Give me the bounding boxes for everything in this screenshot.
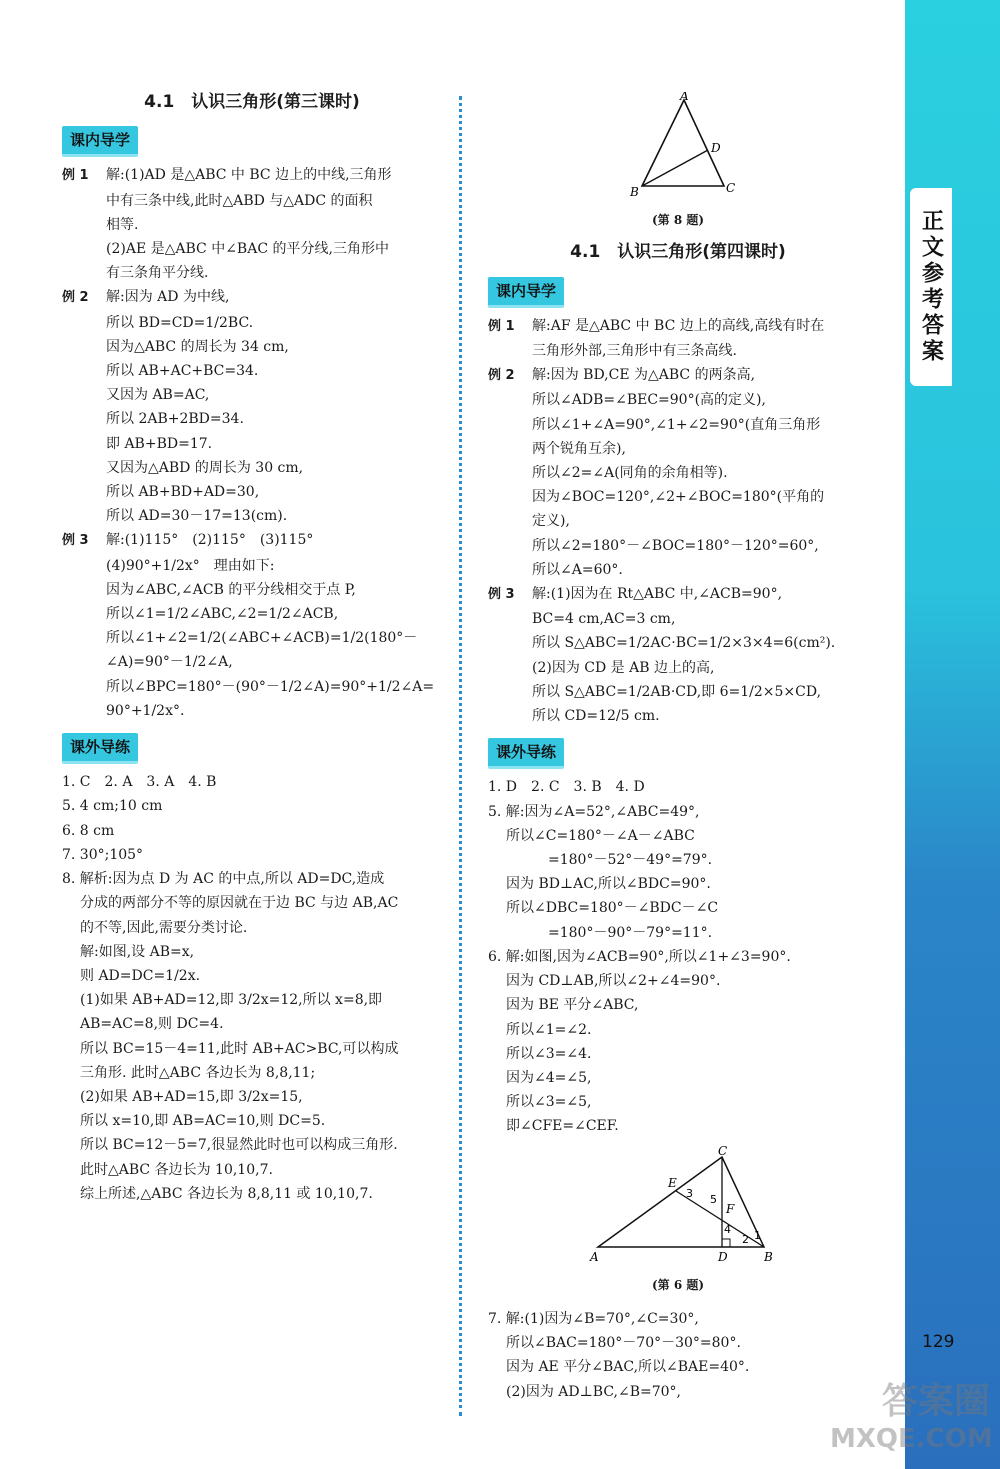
figure-8-caption: (第 8 题) — [651, 213, 705, 228]
figure-6-caption: (第 6 题) — [651, 1277, 705, 1292]
answer-line: 7. 30°;105° — [62, 846, 144, 863]
text-line: 所以∠2=∠A(同角的余角相等). — [532, 465, 728, 482]
text-line: 因为∠ABC,∠ACB 的平分线相交于点 P, — [106, 581, 356, 598]
text-line: 所以∠1+∠A=90°,∠1+∠2=90°(直角三角形 — [532, 416, 821, 433]
text-line: 中有三条中线,此时△ABD 与△ADC 的面积 — [106, 192, 373, 209]
badge-inner-guide: 课内导学 — [62, 126, 138, 157]
text-line: 所以∠3=∠5, — [506, 1094, 592, 1111]
label-B: B — [764, 1249, 773, 1264]
text-line: 所以∠C=180°－∠A－∠ABC — [506, 827, 695, 844]
badge-inner-guide: 课内导学 — [488, 277, 564, 308]
text-line: 解:如图,设 AB=x, — [80, 943, 195, 960]
text-line: =180°－52°－49°=79°. — [548, 852, 713, 869]
watermark-line-1: 答案圈 — [881, 1381, 990, 1422]
watermark — [830, 1380, 993, 1460]
label-D: D — [718, 1249, 728, 1264]
text-line: 所以 S△ABC=1/2AC·BC=1/2×3×4=6(cm²). — [532, 635, 836, 652]
text-line: =180°－90°－79°=11°. — [548, 924, 713, 941]
right-column — [488, 92, 868, 1404]
text-line: 所以 AB+AC+BC=34. — [106, 363, 259, 380]
text-line: 综上所述,△ABC 各边长为 8,8,11 或 10,10,7. — [80, 1185, 373, 1202]
text-line: 因为△ABC 的周长为 34 cm, — [106, 338, 289, 355]
example-1 — [488, 314, 868, 363]
text-line: (1)如果 AB+AD=12,即 3/2x=12,所以 x=8,即 — [80, 992, 383, 1009]
text-line: (4)90°+1/2x° 理由如下: — [106, 557, 275, 574]
text-line: 解:因为 BD,CE 为△ABC 的两条高, — [532, 367, 756, 384]
text-line: 有三条角平分线. — [106, 265, 209, 282]
text-line: 所以 x=10,即 AB=AC=10,则 DC=5. — [80, 1113, 326, 1130]
example-3 — [62, 528, 442, 723]
angle-5: 5 — [710, 1192, 717, 1206]
answer-line: 6. 8 cm — [62, 822, 115, 839]
text-line: 5. 解:因为∠A=52°,∠ABC=49°, — [488, 803, 700, 820]
text-line: ∠A)=90°－1/2∠A, — [106, 654, 233, 671]
question-5-solution — [488, 800, 868, 945]
text-line: 分成的两部分不等的原因就在于边 BC 与边 AB,AC — [80, 895, 399, 912]
text-line: 即∠CFE=∠CEF. — [506, 1118, 619, 1135]
example-2 — [62, 285, 442, 528]
text-line: 所以 BC=15－4=11,此时 AB+AC>BC,可以构成 — [80, 1040, 399, 1057]
text-line: 因为∠4=∠5, — [506, 1069, 592, 1086]
text-line: (2)因为 AD⊥BC,∠B=70°, — [506, 1383, 682, 1400]
watermark-line-2: MXQE.COM — [830, 1424, 993, 1454]
question-6-solution — [488, 945, 868, 1139]
text-line: 所以∠BPC=180°－(90°－1/2∠A)=90°+1/2∠A= — [106, 678, 435, 695]
text-line: 所以∠3=∠4. — [506, 1045, 592, 1062]
text-line: 因为 BE 平分∠ABC, — [506, 997, 639, 1014]
angle-1: 1 — [754, 1228, 761, 1242]
angle-4: 4 — [724, 1222, 731, 1236]
label-C: C — [718, 1144, 728, 1158]
text-line: 所以 BD=CD=1/2BC. — [106, 314, 254, 331]
label-F: F — [726, 1201, 735, 1216]
label-D: D — [711, 141, 721, 155]
label-C: C — [726, 181, 736, 195]
label-A: A — [680, 92, 689, 103]
text-line: 因为∠BOC=120°,∠2+∠BOC=180°(平角的 — [532, 489, 825, 506]
badge-outer-practice: 课外导练 — [62, 733, 138, 764]
answer-line: 1. C 2. A 3. A 4. B — [62, 774, 217, 791]
text-line: 相等. — [106, 216, 139, 233]
sidebar-tab: 正文参考答案 — [910, 188, 952, 386]
question-8-solution — [62, 867, 442, 1206]
text-line: 解:AF 是△ABC 中 BC 边上的高线,高线有时在 — [532, 317, 825, 334]
text-line: 因为 AE 平分∠BAC,所以∠BAE=40°. — [506, 1359, 750, 1376]
text-line: 90°+1/2x°. — [106, 702, 185, 719]
text-line: 的不等,因此,需要分类讨论. — [80, 919, 248, 936]
short-answers — [62, 770, 442, 867]
text-line: 三角形外部,三角形中有三条高线. — [532, 343, 737, 360]
text-line: 定义), — [532, 513, 570, 530]
example-1 — [62, 163, 442, 285]
text-line: 解:(1)因为在 Rt△ABC 中,∠ACB=90°, — [532, 586, 783, 603]
text-line: 所以 CD=12/5 cm. — [532, 708, 660, 725]
section-title-3: 4.1 认识三角形(第三课时) — [144, 92, 360, 112]
section-title-4: 4.1 认识三角形(第四课时) — [570, 242, 786, 263]
text-line: 所以∠A=60°. — [532, 561, 623, 578]
text-line: 即 AB+BD=17. — [106, 435, 213, 452]
text-line: 所以 AB+BD+AD=30, — [106, 484, 260, 501]
text-line: 所以 AD=30－17=13(cm). — [106, 508, 288, 525]
left-column — [62, 88, 442, 1206]
question-7-solution — [488, 1307, 868, 1404]
text-line: 因为 CD⊥AB,所以∠2+∠4=90°. — [506, 973, 721, 990]
text-line: 又因为 AB=AC, — [106, 387, 210, 404]
text-line: 所以∠1+∠2=1/2(∠ABC+∠ACB)=1/2(180°－ — [106, 630, 418, 647]
text-line: 6. 解:如图,因为∠ACB=90°,所以∠1+∠3=90°. — [488, 948, 791, 965]
text-line: 所以∠ADB=∠BEC=90°(高的定义), — [532, 392, 766, 409]
text-line: (2)如果 AB+AD=15,即 3/2x=15, — [80, 1088, 303, 1105]
text-line: 所以∠BAC=180°－70°－30°=80°. — [506, 1335, 741, 1352]
angle-3: 3 — [686, 1186, 693, 1200]
example-label: 例 2 — [488, 368, 515, 384]
example-3 — [488, 582, 868, 728]
text-line: 所以∠DBC=180°－∠BDC－∠C — [506, 900, 719, 917]
triangle-figure-6 — [578, 1145, 778, 1265]
page-number: 129 — [922, 1332, 955, 1352]
text-line: 解:因为 AD 为中线, — [106, 289, 230, 306]
triangle-figure-8 — [608, 92, 748, 200]
text-line: 则 AD=DC=1/2x. — [80, 967, 201, 984]
text-line: AB=AC=8,则 DC=4. — [80, 1016, 224, 1033]
column-divider — [459, 96, 462, 1416]
angle-2: 2 — [742, 1232, 749, 1246]
example-label: 例 3 — [62, 533, 89, 549]
text-line: 8. 解析:因为点 D 为 AC 的中点,所以 AD=DC,造成 — [62, 871, 385, 888]
text-line: BC=4 cm,AC=3 cm, — [532, 611, 676, 628]
text-line: 7. 解:(1)因为∠B=70°,∠C=30°, — [488, 1310, 699, 1327]
label-A: A — [590, 1249, 599, 1264]
text-line: 两个锐角互余), — [532, 440, 626, 457]
example-label: 例 1 — [488, 318, 515, 334]
text-line: 解:(1)AD 是△ABC 中 BC 边上的中线,三角形 — [106, 167, 392, 184]
badge-outer-practice: 课外导练 — [488, 738, 564, 769]
text-line: 所以∠1=∠2. — [506, 1021, 592, 1038]
text-line: (2)因为 CD 是 AB 边上的高, — [532, 659, 715, 676]
example-label: 例 3 — [488, 587, 515, 603]
figure-8 — [488, 92, 868, 232]
text-line: 因为 BD⊥AC,所以∠BDC=90°. — [506, 876, 711, 893]
figure-6 — [488, 1145, 868, 1297]
text-line: 三角形. 此时△ABC 各边长为 8,8,11; — [80, 1064, 316, 1081]
example-label: 例 1 — [62, 168, 89, 184]
text-line: 所以∠1=1/2∠ABC,∠2=1/2∠ACB, — [106, 606, 339, 623]
example-2 — [488, 363, 868, 582]
example-label: 例 2 — [62, 290, 89, 306]
text-line: 所以∠2=180°－∠BOC=180°－120°=60°, — [532, 537, 819, 554]
answer-line: 5. 4 cm;10 cm — [62, 798, 163, 815]
label-E: E — [668, 1175, 677, 1190]
text-line: 所以 BC=12－5=7,很显然此时也可以构成三角形. — [80, 1137, 398, 1154]
text-line: 又因为△ABD 的周长为 30 cm, — [106, 459, 304, 476]
text-line: (2)AE 是△ABC 中∠BAC 的平分线,三角形中 — [106, 241, 389, 258]
text-line: 所以 2AB+2BD=34. — [106, 411, 244, 428]
label-B: B — [630, 185, 639, 199]
text-line: 此时△ABC 各边长为 10,10,7. — [80, 1161, 273, 1178]
text-line: 所以 S△ABC=1/2AB·CD,即 6=1/2×5×CD, — [532, 683, 822, 700]
answer-line: 1. D 2. C 3. B 4. D — [488, 779, 645, 796]
text-line: 解:(1)115° (2)115° (3)115° — [106, 532, 314, 549]
